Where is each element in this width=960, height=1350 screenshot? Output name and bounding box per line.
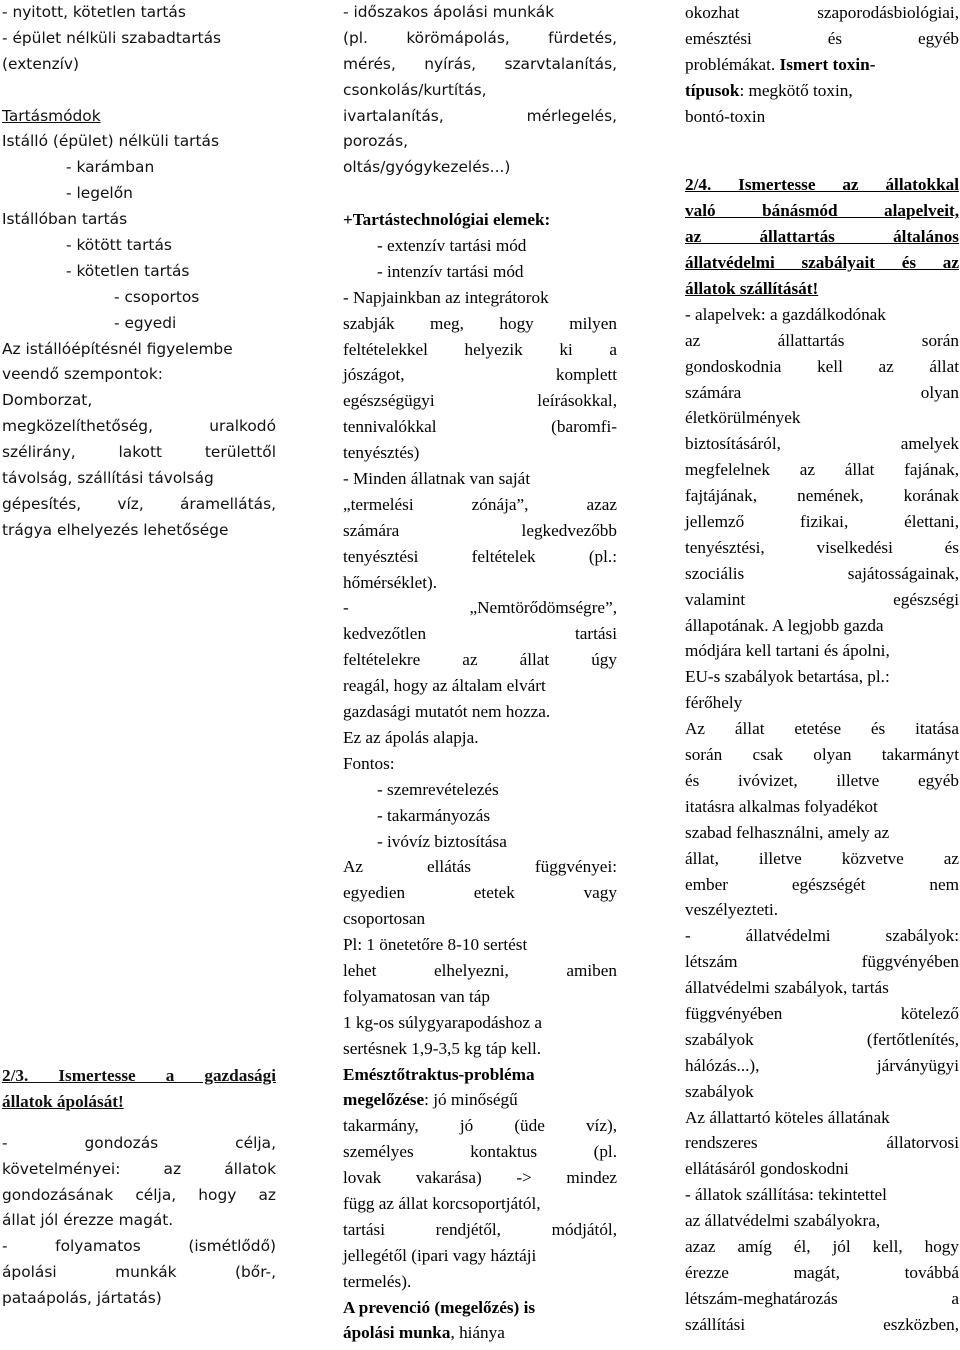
list-item: - szemrevételezés bbox=[377, 779, 499, 799]
text-line: fajtájának, nemének, korának bbox=[685, 486, 959, 506]
text-line: Ez az ápolás alapja. bbox=[343, 727, 479, 747]
text-line: személyes kontaktus (pl. bbox=[343, 1142, 617, 1162]
column-2 bbox=[343, 0, 617, 1346]
text-line: lehet elhelyezni, amiben bbox=[343, 960, 617, 980]
emeszto-heading-2: megelőzése bbox=[343, 1090, 425, 1110]
text-line: folyamatosan van táp bbox=[343, 986, 491, 1006]
list-item: Istállóban tartás bbox=[2, 210, 128, 229]
text-line: porozás, bbox=[343, 132, 409, 151]
text-fragment: : megkötő toxin, bbox=[739, 80, 853, 100]
section-heading: 2/3. Ismertesse a gazdasági bbox=[2, 1066, 276, 1085]
text-line: gépesítés, víz, áramellátás, bbox=[2, 494, 276, 513]
text-line: Az ellátás függvényei: bbox=[343, 857, 617, 877]
text-line: szállítási eszközben, bbox=[685, 1314, 959, 1334]
text-fragment: , hiánya bbox=[450, 1323, 505, 1343]
section-heading: állatvédelmi szabályait és az bbox=[685, 253, 959, 273]
section-heading: állatok szállítását! bbox=[685, 279, 819, 299]
text-line: - épület nélküli szabadtartás bbox=[2, 28, 222, 47]
list-item: - egyedi bbox=[114, 313, 177, 332]
text-line: létszám függvényében bbox=[685, 952, 959, 972]
toxin-heading: Ismert toxin- bbox=[779, 54, 876, 74]
text-line: - Minden állatnak van saját bbox=[343, 469, 531, 489]
text-line: (pl. körömápolás, fürdetés, bbox=[343, 28, 617, 47]
text-line: Pl: 1 önetetőre 8-10 sertést bbox=[343, 935, 528, 955]
text-line: - „Nemtörődömségre”, bbox=[343, 598, 617, 618]
text-line: függvényében kötelező bbox=[685, 1003, 959, 1023]
text-line: állatvédelmi szabályok, tartás bbox=[685, 978, 889, 998]
text-line: - gondozás célja, bbox=[2, 1133, 276, 1152]
heading-tartasmodok: Tartásmódok bbox=[2, 106, 101, 125]
text-line: pataápolás, jártatás) bbox=[2, 1289, 162, 1308]
text-line: állat, illetve közvetve az bbox=[685, 848, 959, 868]
text-line: „termelési zónája”, azaz bbox=[343, 494, 617, 514]
emeszto-heading: Emésztőtraktus-probléma bbox=[343, 1064, 535, 1084]
text-line: reagál, hogy az általam elvárt bbox=[343, 676, 546, 696]
list-item: - legelőn bbox=[66, 184, 133, 203]
text-line: számára legkedvezőbb bbox=[343, 520, 617, 540]
text-line: szabják meg, hogy milyen bbox=[343, 313, 617, 333]
text-line: és ivóvizet, illetve egyéb bbox=[685, 770, 959, 790]
text-line: szabályok bbox=[685, 1081, 754, 1101]
text-line: tenyésztési feltételek (pl.: bbox=[343, 546, 617, 566]
text-line: módjára kell tartani és ápolni, bbox=[685, 641, 890, 661]
text-line: termelés). bbox=[343, 1271, 412, 1291]
text-line: kedvezőtlen tartási bbox=[343, 624, 617, 644]
text-line: gazdasági mutatót nem hozza. bbox=[343, 702, 551, 722]
toxin-heading-2: típusok bbox=[685, 80, 740, 100]
list-item: - takarmányozás bbox=[377, 805, 491, 825]
text-line: Az állat etetése és itatása bbox=[685, 719, 959, 739]
column-3 bbox=[685, 0, 959, 1338]
text-line: szabad felhasználni, amely az bbox=[685, 822, 890, 842]
text-line: jószágot, komplett bbox=[343, 365, 617, 385]
text-line: ivartalanítás, mérlegelés, bbox=[343, 106, 617, 125]
spacer bbox=[685, 129, 959, 172]
text-line: Az istállóépítésnél figyelembe bbox=[2, 339, 233, 358]
text-line: megközelíthetőség, uralkodó bbox=[2, 417, 276, 436]
text-line: oltás/gyógykezelés...) bbox=[343, 158, 511, 177]
text-line: érezze magát, továbbá bbox=[685, 1262, 959, 1282]
text-line: férőhely bbox=[685, 693, 743, 713]
text-line: az állattartás során bbox=[685, 330, 959, 350]
text-line: tenyésztés) bbox=[343, 443, 420, 463]
text-line: szabályok (fertőtlenítés, bbox=[685, 1029, 959, 1049]
list-item: - kötetlen tartás bbox=[66, 261, 190, 280]
column-1 bbox=[2, 0, 276, 1308]
text-line: - állatok szállítása: tekintettel bbox=[685, 1185, 887, 1205]
prevention-heading: A prevenció (megelőzés) is bbox=[343, 1297, 536, 1317]
text-line: ellátásáról gondoskodni bbox=[685, 1159, 849, 1179]
text-line: távolság, szállítási távolság bbox=[2, 469, 214, 488]
text-line: biztosításáról, amelyek bbox=[685, 434, 959, 454]
spacer bbox=[343, 181, 617, 207]
text-line: takarmány, jó (üde víz), bbox=[343, 1116, 617, 1136]
text-line: mérés, nyírás, szarvtalanítás, bbox=[343, 54, 617, 73]
text-line: az állatvédelmi szabályokra, bbox=[685, 1211, 881, 1231]
prevention-heading-2: ápolási munka bbox=[343, 1323, 451, 1343]
text-line: során csak olyan takarmányt bbox=[685, 745, 959, 765]
text-line: megfelelnek az állat fajának, bbox=[685, 460, 959, 480]
text-line: - folyamatos (ismétlődő) bbox=[2, 1237, 276, 1256]
text-line: tartási rendjétől, módjától, bbox=[343, 1219, 617, 1239]
list-item: - extenzív tartási mód bbox=[377, 236, 527, 256]
text-line: emésztési és egyéb bbox=[685, 28, 959, 48]
text-line: számára olyan bbox=[685, 382, 959, 402]
text-line: EU-s szabályok betartása, pl.: bbox=[685, 667, 890, 687]
text-line: 1 kg-os súlygyarapodáshoz a bbox=[343, 1012, 543, 1032]
text-line: bontó-toxin bbox=[685, 106, 766, 126]
fontos-label: Fontos: bbox=[343, 753, 395, 773]
list-item: - intenzív tartási mód bbox=[377, 261, 524, 281]
list-item: - karámban bbox=[66, 158, 155, 177]
text-fragment: problémákat. bbox=[685, 54, 780, 74]
section-heading: állatok ápolását! bbox=[2, 1091, 124, 1111]
text-line: trágya elhelyezés lehetősége bbox=[2, 520, 229, 539]
text-line: csonkolás/kurtítás, bbox=[343, 80, 487, 99]
text-line: függ az állat korcsoportjától, bbox=[343, 1193, 541, 1213]
text-line: hálózás...), járványügyi bbox=[685, 1055, 959, 1075]
text-line: valamint egészségi bbox=[685, 589, 959, 609]
list-item: - csoportos bbox=[114, 287, 200, 306]
text-line: csoportosan bbox=[343, 909, 426, 929]
text-line: itatásra alkalmas folyadékot bbox=[685, 796, 878, 816]
text-line: egyedien etetek vagy bbox=[343, 883, 617, 903]
list-item: Istálló (épület) nélküli tartás bbox=[2, 132, 219, 151]
text-line: azaz amíg él, jól kell, hogy bbox=[685, 1236, 959, 1256]
text-line: - Napjainkban az integrátorok bbox=[343, 287, 549, 307]
list-item: - ivóvíz biztosítása bbox=[377, 831, 507, 851]
text-line: ápolási munkák (bőr-, bbox=[2, 1263, 276, 1282]
section-heading: az állattartás általános bbox=[685, 227, 959, 247]
text-line: veszélyezteti. bbox=[685, 900, 779, 920]
text-line: jellegétől (ipari vagy háztáji bbox=[343, 1245, 537, 1265]
text-line: Domborzat, bbox=[2, 391, 93, 410]
text-line: életkörülmények bbox=[685, 408, 801, 428]
text-line: rendszeres állatorvosi bbox=[685, 1133, 959, 1153]
text-line: szociális sajátosságainak, bbox=[685, 563, 959, 583]
text-line: (extenzív) bbox=[2, 54, 80, 73]
text-line: tenyésztési, viselkedési és bbox=[685, 537, 959, 557]
text-line: - időszakos ápolási munkák bbox=[343, 3, 555, 21]
text-line: létszám-meghatározás a bbox=[685, 1288, 959, 1308]
text-line: feltételekkel helyezik ki a bbox=[343, 339, 617, 359]
text-line: gondozásának célja, hogy az bbox=[2, 1185, 276, 1204]
section-2-3 bbox=[2, 1063, 276, 1312]
block-maintenance bbox=[343, 0, 617, 181]
spacer bbox=[2, 78, 276, 104]
text-line: Az állattartó köteles állatának bbox=[685, 1107, 890, 1127]
text-line: - állatvédelmi szabályok: bbox=[685, 926, 959, 946]
text-line: jellemző fizikai, élettani, bbox=[685, 512, 959, 532]
text-line: lovak vakarása) -> mindez bbox=[343, 1168, 617, 1188]
text-line: tennivalókkal (baromfi- bbox=[343, 417, 617, 437]
text-line: sertésnek 1,9-3,5 kg táp kell. bbox=[343, 1038, 542, 1058]
text-line: állat jól érezze magát. bbox=[2, 1211, 174, 1230]
text-line: hőmérséklet). bbox=[343, 572, 438, 592]
text-line: egészségügyi leírásokkal, bbox=[343, 391, 617, 411]
section-heading: 2/4. Ismertesse az állatokkal bbox=[685, 175, 959, 195]
text-line: ember egészségét nem bbox=[685, 874, 959, 894]
text-line: feltételekre az állat úgy bbox=[343, 650, 617, 670]
section-heading: való bánásmód alapelveit, bbox=[685, 201, 959, 221]
text-fragment: : jó minőségű bbox=[424, 1090, 518, 1110]
text-line: gondoskodnia kell az állat bbox=[685, 356, 959, 376]
tech-heading: +Tartástechnológiai elemek: bbox=[343, 210, 551, 230]
text-line: okozhat szaporodásbiológiai, bbox=[685, 3, 959, 22]
text-line: veendő szempontok: bbox=[2, 365, 163, 384]
list-item: - kötött tartás bbox=[66, 236, 172, 255]
text-line: szélirány, lakott területtől bbox=[2, 443, 276, 462]
spacer bbox=[2, 1115, 276, 1131]
text-line: - alapelvek: a gazdálkodónak bbox=[685, 304, 886, 324]
text-line: állapotának. A legjobb gazda bbox=[685, 615, 884, 635]
text-line: követelményei: az állatok bbox=[2, 1159, 276, 1178]
text-line: - nyitott, kötetlen tartás bbox=[2, 3, 186, 21]
